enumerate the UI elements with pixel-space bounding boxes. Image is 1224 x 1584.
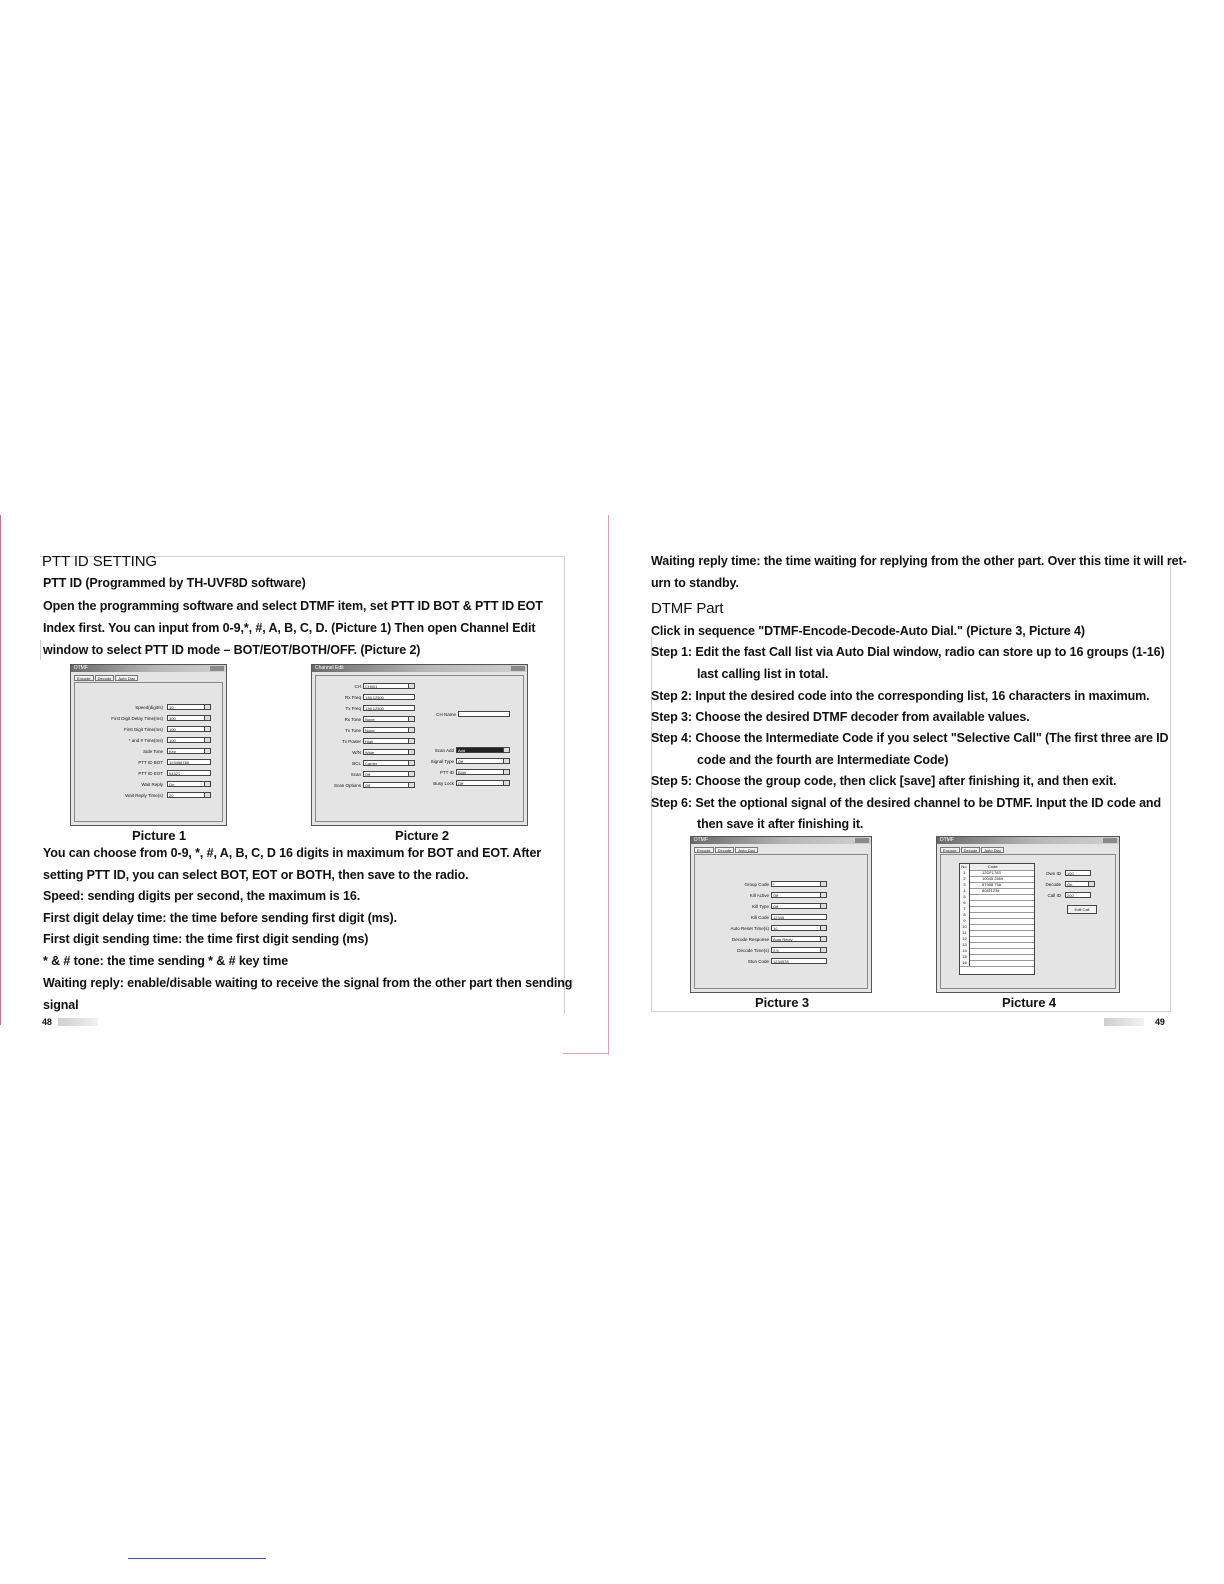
tab-decode[interactable]: Decode xyxy=(961,847,981,853)
step-line: Step 5: Choose the group code, then click [save] after finishing it, and then exit. xyxy=(651,774,1117,788)
page-number-right: 49 xyxy=(1155,1017,1165,1027)
intro-line: Open the programming software and select DTMF item, set PTT ID BOT & PTT ID EOT xyxy=(43,599,543,613)
field-label: Wait Reply xyxy=(141,782,163,787)
crop-mark-bottom xyxy=(563,1053,609,1054)
field-label: * and # Time(ms) xyxy=(128,738,163,743)
star-hash-time-select[interactable]: 100 xyxy=(167,737,211,743)
left-page-edge xyxy=(0,515,1,1025)
step-line: code and the fourth are Intermediate Code) xyxy=(697,753,949,767)
grid-row-number: 11 xyxy=(960,930,970,936)
field-label: W/N xyxy=(352,750,361,755)
page-number-bar xyxy=(1104,1018,1144,1026)
grid-row-number: 16 xyxy=(960,960,970,966)
grid-row-number: 5 xyxy=(960,894,970,900)
page-number-bar xyxy=(58,1018,98,1026)
group-code-select[interactable]: * xyxy=(771,881,827,887)
tab-decode[interactable]: Decode xyxy=(715,847,735,853)
first-digit-time-select[interactable]: 100 xyxy=(167,726,211,732)
channel-frame xyxy=(315,675,524,822)
picture-2-screenshot xyxy=(311,664,528,826)
header-code: Code xyxy=(988,864,998,869)
page-heading: PTT ID SETTING xyxy=(42,553,157,570)
tx-freq-input[interactable]: 136.12500 xyxy=(363,705,415,711)
wide-narrow-select[interactable]: Wide xyxy=(363,749,415,755)
body-line: First digit delay time: the time before sending first digit (ms). xyxy=(43,911,397,925)
step-line: Step 3: Choose the desired DTMF decoder from available values. xyxy=(651,710,1030,724)
speed-select[interactable]: 10 xyxy=(167,704,211,710)
field-label: Rx Freq xyxy=(344,695,361,700)
grid-code: 8081123# xyxy=(982,888,1000,893)
body-line: * & # tone: the time sending * & # key time xyxy=(43,954,289,968)
field-label: PTT ID xyxy=(439,770,454,775)
grid-row-number: 3 xyxy=(960,882,970,888)
grid-code: 12DF1783 xyxy=(982,870,1001,875)
window-buttons xyxy=(511,666,525,671)
body-line: You can choose from 0-9, *, #, A, B, C, D 16 digits in maximum for BOT and EOT. After xyxy=(43,846,542,860)
ptt-id-eot-input[interactable]: 54321 xyxy=(167,770,211,776)
field-label: Tx Tone xyxy=(345,728,361,733)
click-sequence-line: Click in sequence "DTMF-Encode-Decode-Auto Dial." (Picture 3, Picture 4) xyxy=(651,624,1085,638)
rx-freq-input[interactable]: 136.12500 xyxy=(363,694,415,700)
body-line: Speed: sending digits per second, the maximum is 16. xyxy=(43,889,361,903)
step-line: Step 4: Choose the Intermediate Code if you select "Selective Call" (The first three are ID xyxy=(651,731,1169,745)
body-line: First digit sending time: the time first digit sending (ms) xyxy=(43,932,369,946)
field-label: Scan Add xyxy=(434,748,454,753)
first-digit-delay-select[interactable]: 300 xyxy=(167,715,211,721)
wait-reply-select[interactable]: On xyxy=(167,781,211,787)
intro-line: Index first. You can input from 0-9,*, #, A, B, C, D. (Picture 1) Then open Channel Edit xyxy=(43,621,536,635)
wait-reply-time-select[interactable]: 20 xyxy=(167,792,211,798)
tab-auto-dial[interactable]: Auto Dial xyxy=(735,847,757,853)
field-label: Rx Tone xyxy=(344,717,361,722)
field-label: Busy Lock xyxy=(433,781,454,786)
side-tone-select[interactable]: Key xyxy=(167,748,211,754)
picture-1-caption: Picture 1 xyxy=(132,828,187,843)
field-label: BCL xyxy=(352,761,361,766)
call-list-grid[interactable] xyxy=(959,863,1035,975)
tab-auto-dial[interactable]: Auto Dial xyxy=(981,847,1003,853)
channel-select[interactable]: CH001 xyxy=(363,683,415,689)
field-label: Group Code xyxy=(744,882,769,887)
tab-strip xyxy=(74,675,138,681)
section-heading: DTMF Part xyxy=(651,600,724,617)
grid-row-number: 12 xyxy=(960,936,970,942)
ptt-id-bot-input[interactable]: 123456789 xyxy=(167,759,211,765)
auto-dial-frame xyxy=(940,854,1116,989)
tab-auto-dial[interactable]: Auto Dial xyxy=(115,675,137,681)
step-line: last calling list in total. xyxy=(697,667,829,681)
window-buttons xyxy=(855,838,869,843)
field-label: Stun Code xyxy=(747,959,769,964)
tx-power-select[interactable]: High xyxy=(363,738,415,744)
window-titlebar xyxy=(937,837,1119,844)
field-label: First Digit Time(ms) xyxy=(124,727,163,732)
bcl-select[interactable]: Carrier xyxy=(363,760,415,766)
body-line: signal xyxy=(43,998,79,1012)
grid-code: 10045 2569 xyxy=(982,876,1004,881)
grid-row-number: 4 xyxy=(960,888,970,894)
busy-lock-select[interactable]: Off xyxy=(456,780,510,786)
field-label: Decode Response xyxy=(731,937,769,942)
own-id-input[interactable]: 100 xyxy=(1065,870,1091,876)
body-line: Waiting reply time: the time waiting for replying from the other part. Over this time it will ret- xyxy=(651,554,1187,568)
edit-call-button[interactable]: Edit Call xyxy=(1067,905,1097,914)
right-page-bottom-rule xyxy=(651,1011,1171,1012)
scan-select[interactable]: Off xyxy=(363,771,415,777)
grid-row-number: 7 xyxy=(960,906,970,912)
window-buttons xyxy=(210,666,224,671)
field-label: Scan xyxy=(350,772,361,777)
field-label: First Digit Delay Time(ms) xyxy=(111,716,163,721)
picture-3-screenshot xyxy=(690,836,872,993)
grid-code: 87988 75A xyxy=(982,882,1002,887)
kill-active-select[interactable]: Off xyxy=(771,892,827,898)
field-label: Tx Power xyxy=(341,739,361,744)
decode-frame xyxy=(694,854,868,989)
step-line: Step 2: Input the desired code into the corresponding list, 16 characters in maximum. xyxy=(651,689,1150,703)
grid-row-number: 14 xyxy=(960,948,970,954)
tab-strip xyxy=(940,847,1004,853)
subheading: PTT ID (Programmed by TH-UVF8D software) xyxy=(43,576,306,590)
ptt-id-select[interactable]: Both xyxy=(456,769,510,775)
step-line: Step 6: Set the optional signal of the desired channel to be DTMF. Input the ID code and xyxy=(651,796,1161,810)
body-line: setting PTT ID, you can select BOT, EOT or BOTH, then save to the radio. xyxy=(43,868,469,882)
rx-tone-select[interactable]: None xyxy=(363,716,415,722)
field-label: Decode Time(s) xyxy=(737,948,769,953)
field-label: Side Tone xyxy=(143,749,163,754)
window-title: DTMF xyxy=(940,837,954,843)
tx-tone-select[interactable]: None xyxy=(363,727,415,733)
grid-row-number: 8 xyxy=(960,912,970,918)
field-label: CH xyxy=(354,684,361,689)
grid-row-number: 9 xyxy=(960,918,970,924)
window-titlebar xyxy=(691,837,871,844)
auto-reset-time-select[interactable]: 10 xyxy=(771,925,827,931)
window-titlebar xyxy=(71,665,226,672)
field-label: Signal Type xyxy=(430,759,454,764)
picture-3-caption: Picture 3 xyxy=(755,995,810,1010)
center-fold-line xyxy=(608,515,609,1055)
bottom-link-underline xyxy=(128,1558,266,1559)
scan-add-select[interactable]: Add xyxy=(456,747,510,753)
window-title: Channel Edit xyxy=(315,665,344,671)
field-label: PTT ID EOT xyxy=(138,771,163,776)
body-line: urn to standby. xyxy=(651,576,739,590)
left-page-right-rule xyxy=(564,556,565,1014)
tab-encode[interactable]: Encode xyxy=(74,675,94,681)
window-title: DTMF xyxy=(74,665,88,671)
picture-4-screenshot xyxy=(936,836,1120,993)
field-label: Wait Reply Time(s) xyxy=(125,793,163,798)
tab-encode[interactable]: Encode xyxy=(940,847,960,853)
field-label: Decode xyxy=(1045,882,1061,887)
left-page-text-rule xyxy=(40,640,41,660)
field-label: Scan Options xyxy=(333,783,361,788)
kill-type-select[interactable]: Off xyxy=(771,903,827,909)
grid-row[interactable] xyxy=(960,960,1034,967)
grid-row-number: 13 xyxy=(960,942,970,948)
settings-frame xyxy=(74,682,223,822)
field-label: CH Name xyxy=(436,712,456,717)
page-number-left: 48 xyxy=(42,1017,52,1027)
field-label: Kill Type xyxy=(752,904,769,909)
kill-code-input[interactable]: 12345 xyxy=(771,914,827,920)
grid-row-number: 6 xyxy=(960,900,970,906)
picture-4-caption: Picture 4 xyxy=(1002,995,1057,1010)
grid-row-number: 10 xyxy=(960,924,970,930)
decode-time-select[interactable]: 2.5 xyxy=(771,947,827,953)
tab-encode[interactable]: Encode xyxy=(694,847,714,853)
field-label: Tx Freq xyxy=(345,706,361,711)
field-label: Speed(digit/s) xyxy=(135,705,163,710)
scan-options-select[interactable]: Off xyxy=(363,782,415,788)
step-line: Step 1: Edit the fast Call list via Auto Dial window, radio can store up to 16 groups (1-16) xyxy=(651,645,1165,659)
field-label: Auto Reset Time(s) xyxy=(730,926,769,931)
step-line: then save it after finishing it. xyxy=(697,817,864,831)
stun-code-input[interactable]: 1234578 xyxy=(771,958,827,964)
header-no: No. xyxy=(960,864,970,870)
decode-response-select[interactable]: Auto Reply xyxy=(771,936,827,942)
window-titlebar xyxy=(312,665,527,672)
field-label: PTT ID BOT xyxy=(138,760,163,765)
grid-row-number: 15 xyxy=(960,954,970,960)
field-label: Call ID xyxy=(1047,893,1061,898)
channel-name-input[interactable] xyxy=(458,711,510,717)
window-buttons xyxy=(1103,838,1117,843)
right-page-right-rule xyxy=(1170,556,1171,1012)
field-label: Kill Code xyxy=(750,915,769,920)
picture-1-screenshot xyxy=(70,664,227,826)
signal-type-select[interactable]: Off xyxy=(456,758,510,764)
grid-row-number: 1 xyxy=(960,870,970,876)
grid-row-number: 2 xyxy=(960,876,970,882)
tab-decode[interactable]: Decode xyxy=(95,675,115,681)
decode-select[interactable]: On xyxy=(1065,881,1095,887)
field-label: Own ID xyxy=(1045,871,1061,876)
picture-2-caption: Picture 2 xyxy=(395,828,450,843)
tab-strip xyxy=(694,847,758,853)
call-id-input[interactable]: 200 xyxy=(1065,892,1091,898)
intro-line: window to select PTT ID mode – BOT/EOT/BOTH/OFF. (Picture 2) xyxy=(43,643,421,657)
window-title: DTMF xyxy=(694,837,708,843)
field-label: Kill Active xyxy=(749,893,769,898)
body-line: Waiting reply: enable/disable waiting to receive the signal from the other part then sending xyxy=(43,976,573,990)
